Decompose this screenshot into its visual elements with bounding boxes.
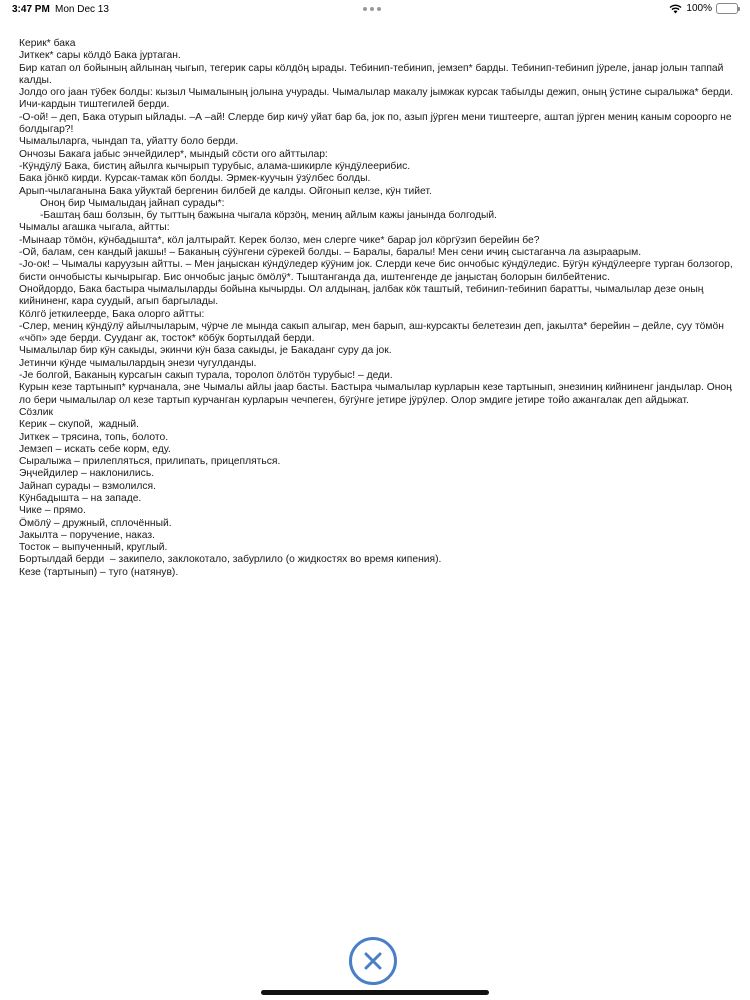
story-line: Кезе (тартынып) – туго (натянув). — [19, 566, 179, 578]
story-line: -Кӱндӱлӱ Бака, бистиӊ айылга кычырып турубыс, алама-шикирле кӱндӱлеерибис. — [19, 160, 411, 172]
battery-percent: 100% — [686, 3, 712, 14]
multitasking-dots-icon[interactable] — [363, 7, 381, 11]
story-line: Jиткек* сары кӧлдӧ Бака jуртаган. — [19, 50, 181, 62]
story-line: Чымалылар бир кӱн сакыды, экинчи кӱн база сакыды, jе Бакаданг суру да jок. — [19, 345, 392, 357]
story-line: Jемзеп – искать себе корм, еду. — [19, 443, 171, 455]
status-indicators — [669, 3, 738, 14]
status-date: Mon Dec 13 — [55, 4, 109, 15]
home-indicator[interactable] — [261, 990, 489, 995]
story-line: Арып-чылаганына Бака уйуктай бергенин билбей де калды. Ойгонып келзе, кӱн тийет. — [19, 185, 432, 197]
story-line: Бака jӧнкӧ кирди. Курсак-тамак кӧп болды. Эрмек-куучын ӱзӱлбес болды. — [19, 173, 371, 185]
story-line: Чымалы агашка чыгала, айтты: — [19, 222, 170, 234]
story-line: Тосток – выпученный, круглый. — [19, 542, 168, 554]
story-line: Ӧмӧлӱ – дружный, сплочённый. — [19, 517, 172, 529]
story-line: Jетинчи кӱнде чымалылардыӊ энези чугулданды. — [19, 357, 257, 369]
status-bar — [0, 0, 750, 20]
story-title: Керик* бака — [19, 38, 76, 49]
close-x-icon — [363, 951, 383, 971]
wifi-icon — [669, 4, 682, 14]
story-line: Ончозы Бакага jабыс энчейдилер*, мындый сӧсти ого айттылар: — [19, 148, 328, 160]
story-line: Чике – прямо. — [19, 505, 86, 517]
story-line: -Слер, мениӊ кӱндӱлӱ айылчыларым, чӱрче ле мында сакып алыгар, мен барып, аш-курсакты белетезин деп, jакылта* берейин – дейле, суу тӧмӧн «чӧп» эде берди. Сууданг ак, тосток* кӧбӱк бортылдай берди. — [19, 320, 727, 345]
story-line: Кӧлгӧ jеткилеерде, Бака олорго айтты: — [19, 308, 205, 320]
battery-icon — [716, 3, 738, 14]
story-line: Jиткек – трясина, топь, болото. — [19, 431, 169, 443]
story-line: -Jо-ок! – Чымалы каруузын айтты. – Мен jаӊыскан кӱндӱледер кӱӱним jок. Слерди кече бис ончобыс кӱндӱледис. Бӱгӱн кӱндӱлеерге турган болзогор, бисти ончобысты кычырыгар. Бис ончобыс jаӊыс ӧмӧлӱ*. Тыштанганда да, иштенгенде де jаӊыстаӊ болорын билбейтенис. — [19, 259, 736, 283]
story-line: Бортылдай берди – закипело, заклокотало, забурлило (о жидкостях во время кипения). — [19, 554, 442, 566]
story-line: Jайнап сурады – взмолился. — [19, 480, 156, 492]
story-line: Jакылта – поручение, наказ. — [19, 529, 155, 541]
story-line: Сыралыжа – прилепляться, прилипать, прицепляться. — [19, 456, 281, 468]
story-line: Jолдо ого jаан тӱбек болды: кызыл Чымалының jолына учурады. Чымалылар макалу jымжак курсак табылды дежип, оның ӱстине сыралыжа* берди. Ичи-кардын тиштегилей берди. — [19, 87, 736, 111]
story-line: -Ой, балам, сен кандый jакшы! – Баканыӊ сӱӱнгени сӱрекей болды. – Баралы, баралы! Мен сени ичиӊ сыстаганча ла азыраарым. — [19, 247, 642, 259]
story-line: -Jе болгой, Баканыӊ курсагын сакып турала, торолоп ӧлӧтӧн турубыс! – деди. — [19, 370, 393, 382]
story-line: Онойдордо, Бака бастыра чымалыларды бойына кычырды. Ол алдынаӊ, jалбак кӧк таштый, тебинип-тебинип баратты, чымалылар дезе оның кийниненг, кара суудый, агып баргылады. — [19, 283, 707, 308]
story-line: Оноӊ бир Чымалыдаӊ jайнап сурады*: — [40, 197, 225, 209]
status-time: 3:47 PM — [12, 4, 50, 15]
story-line: -Баштаӊ баш болзын, бу тыттыӊ бажына чыгала кӧрзӧӊ, мениӊ айлым кажы jанында болгодый. — [40, 210, 498, 222]
story-line: Чымалыларга, чындап та, уйатту боло берди. — [19, 136, 239, 148]
story-content — [19, 38, 734, 579]
close-button[interactable] — [349, 937, 397, 985]
story-line: Сӧзлик — [19, 406, 54, 418]
story-line: Кӱнбадышта – на западе. — [19, 492, 142, 504]
story-line: -Мынаар тӧмӧн, кӱнбадышта*, кӧл jалтырайт. Керек болзо, мен слерге чике* барар jол кӧргӱзип берейин бе? — [19, 234, 540, 246]
story-line: Бир катап ол бойының айлынаӊ чыгып, тегерик сары кӧлдӧӊ ырады. Тебинип-тебинип, jемзеп* барды. Тебинип-тебинип jӱреле, јанар јолын таппай калды. — [19, 62, 727, 86]
story-line: Курын кезе тартынып* курчанала, эне Чымалы айлы jаар басты. Бастыра чымалылар курларын кезе тартынып, энезиниӊ кийниненг jандылар. Оноӊ ло бери чымалылар ол кезе тартып курчанган курларын чечпеген, бӱгӱнге jетире jӱрӱлер. Олор эмдиге jетире тойо ажангалак деп айдыжат. — [19, 382, 735, 406]
story-line: Керик – скупой, жадный. — [19, 419, 140, 431]
story-line: Эӊчейдилер – наклонились. — [19, 468, 155, 480]
story-line: -О-ой! – деп, Бака отурып ыйлады. –А –ай! Слерде бир кичӱ уйат бар ба, jок по, азып jӱрген мени тиштеерге, аштап jӱрген мениӊ каным сороорго не болдыгар?! — [19, 111, 735, 136]
